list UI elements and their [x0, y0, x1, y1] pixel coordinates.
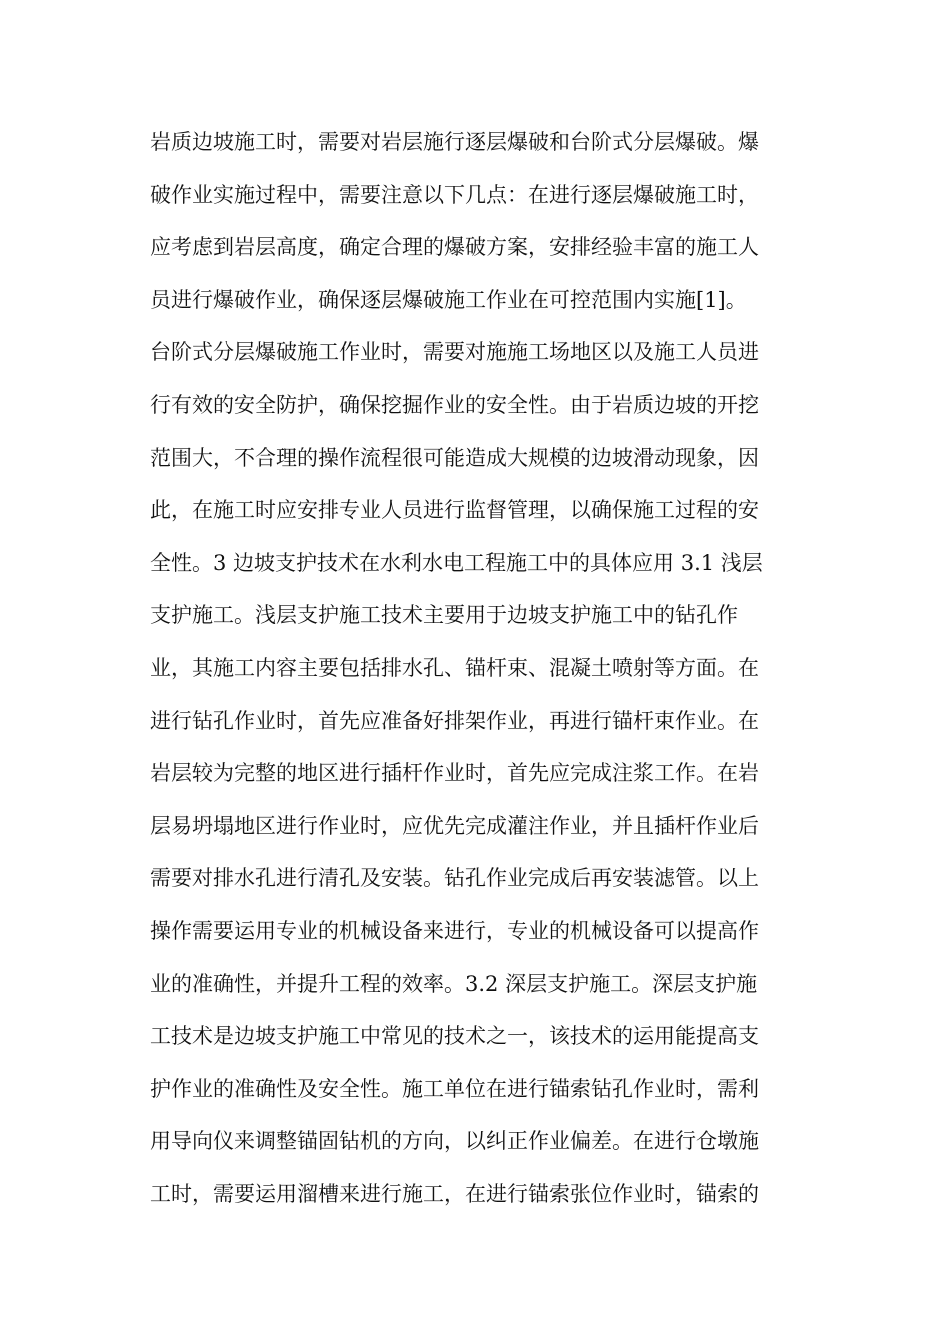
- text-line-12: 进行钻孔作业时，首先应准备好排架作业，再进行锚杆束作业。在: [150, 708, 759, 733]
- text-line-2: 破作业实施过程中，需要注意以下几点：在进行逐层爆破施工时，: [150, 182, 759, 207]
- text-line-20: 用导向仪来调整锚固钻机的方向，以纠正作业偏差。在进行仓墩施: [150, 1129, 759, 1154]
- text-line-7: 范围大，不合理的操作流程很可能造成大规模的边坡滑动现象，因: [150, 445, 759, 470]
- text-line-14: 层易坍塌地区进行作业时，应优先完成灌注作业，并且插杆作业后: [150, 813, 759, 838]
- text-line-15: 需要对排水孔进行清孔及安装。钻孔作业完成后再安装滤管。以上: [150, 866, 759, 891]
- text-line-17: 业的准确性，并提升工程的效率。3.2 深层支护施工。深层支护施: [150, 971, 758, 996]
- text-line-11: 业，其施工内容主要包括排水孔、锚杆束、混凝土喷射等方面。在: [150, 655, 759, 680]
- text-line-9: 全性。3 边坡支护技术在水利水电工程施工中的具体应用 3.1 浅层: [150, 550, 763, 575]
- text-line-1: 岩质边坡施工时，需要对岩层施行逐层爆破和台阶式分层爆破。爆: [150, 130, 759, 154]
- text-line-16: 操作需要运用专业的机械设备来进行，专业的机械设备可以提高作: [150, 918, 759, 943]
- text-line-6: 行有效的安全防护，确保挖掘作业的安全性。由于岩质边坡的开挖: [150, 392, 759, 417]
- text-line-18: 工技术是边坡支护施工中常见的技术之一，该技术的运用能提高支: [150, 1024, 759, 1049]
- text-line-8: 此，在施工时应安排专业人员进行监督管理，以确保施工过程的安: [150, 498, 759, 523]
- text-line-5: 台阶式分层爆破施工作业时，需要对施施工场地区以及施工人员进: [150, 340, 759, 365]
- text-line-13: 岩层较为完整的地区进行插杆作业时，首先应完成注浆工作。在岩: [150, 761, 759, 786]
- text-line-3: 应考虑到岩层高度，确定合理的爆破方案，安排经验丰富的施工人: [150, 235, 759, 260]
- text-line-10: 支护施工。浅层支护施工技术主要用于边坡支护施工中的钻孔作: [150, 603, 738, 628]
- text-line-4: 员进行爆破作业，确保逐层爆破施工作业在可控范围内实施[1]。: [150, 287, 747, 312]
- text-line-21: 工时，需要运用溜槽来进行施工，在进行锚索张位作业时，锚索的: [150, 1181, 759, 1206]
- body-text: [150, 116, 810, 1220]
- text-line-19: 护作业的准确性及安全性。施工单位在进行锚索钻孔作业时，需利: [150, 1076, 759, 1101]
